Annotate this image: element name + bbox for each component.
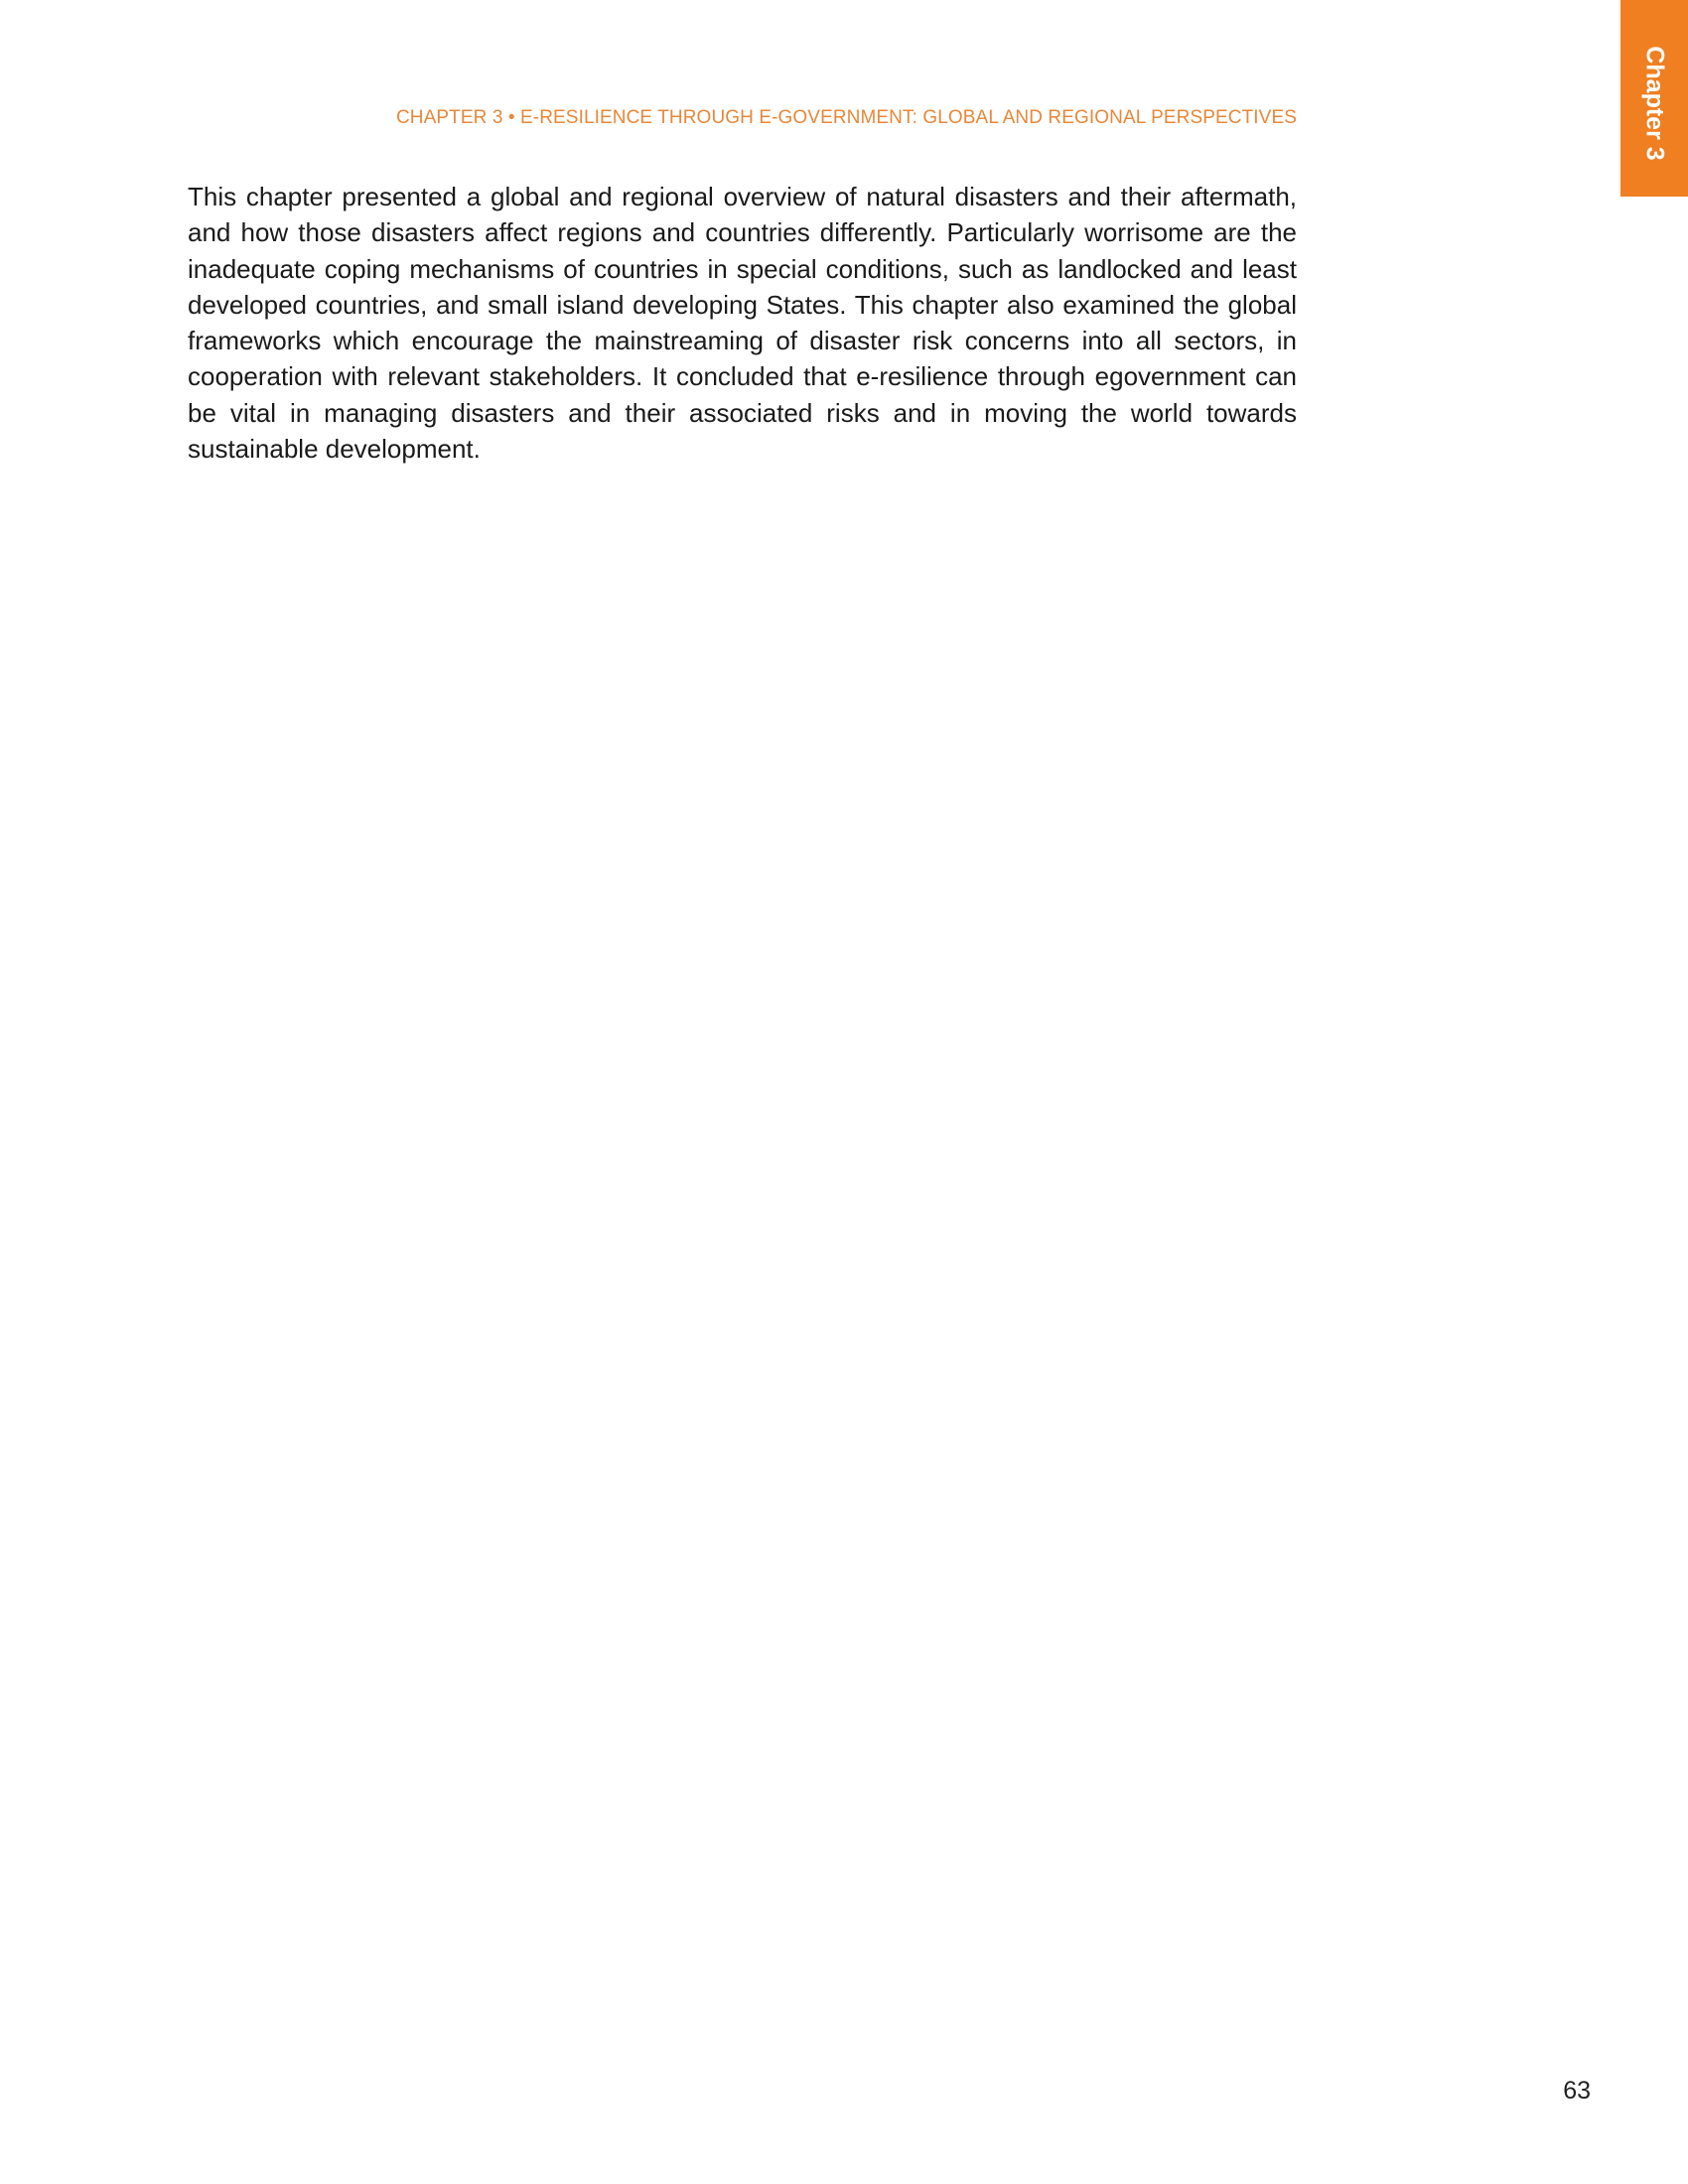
page-number: 63 (1563, 2077, 1591, 2105)
chapter-tab-label: Chapter 3 (1640, 46, 1669, 161)
running-header: CHAPTER 3 • E-RESILIENCE THROUGH E-GOVERNMENT: GLOBAL AND REGIONAL PERSPECTIVES (395, 107, 1297, 128)
chapter-side-tab (1620, 0, 1688, 197)
chapter-summary-paragraph: This chapter presented a global and regional overview of natural disasters and their aftermath, and how those disasters affect regions and countries differently. Particularly worrisome are the inadequate coping mechanisms of countries in special conditions, such as landlocked and least developed countries, and small island developing States. This chapter also examined the global frameworks which encourage the mainstreaming of disaster risk concerns into all sectors, in cooperation with relevant stakeholders. It concluded that e-resilience through egovernment can be vital in managing disasters and their associated risks and in moving the world towards sustainable development. (188, 182, 1297, 465)
